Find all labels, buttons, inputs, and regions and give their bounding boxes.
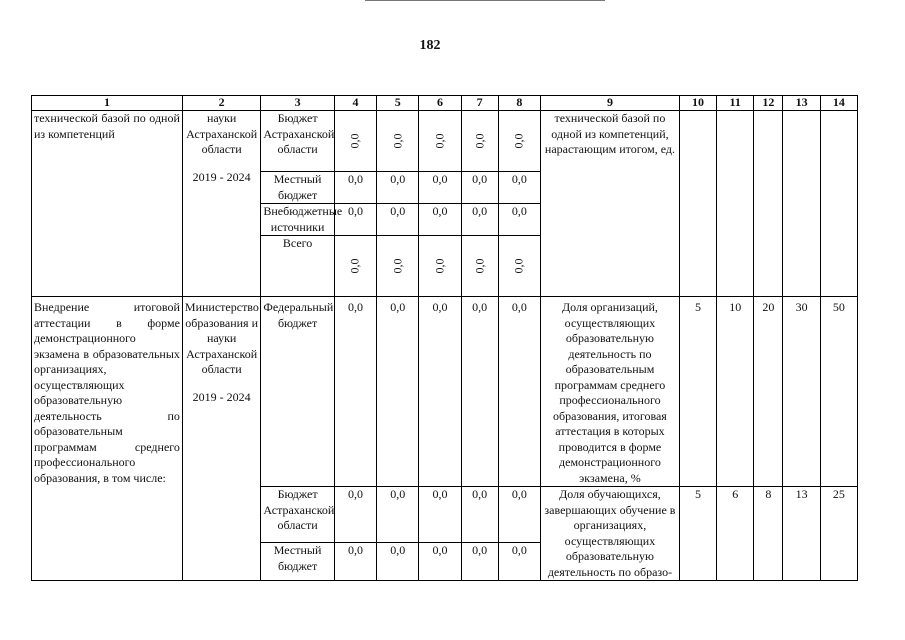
- activity-cell: технической базой по одной из компетенций: [32, 111, 183, 297]
- header-row: [32, 96, 858, 111]
- target-cell: 6: [717, 487, 754, 581]
- source-cell: Федеральный бюджет: [261, 297, 334, 487]
- value-cell: 0,0: [377, 111, 419, 172]
- target-cell: [679, 111, 716, 297]
- header-cell: 5: [377, 96, 419, 111]
- value-cell: 0,0: [461, 543, 498, 581]
- value-cell: 0,0: [461, 111, 498, 172]
- header-cell: 4: [334, 96, 376, 111]
- target-cell: [717, 111, 754, 297]
- value-cell: 0,0: [461, 236, 498, 297]
- value-cell: 0,0: [498, 172, 540, 204]
- value-cell: 0,0: [334, 543, 376, 581]
- value-cell: 0,0: [377, 172, 419, 204]
- top-rule: [365, 0, 605, 1]
- value-cell: 0,0: [419, 543, 461, 581]
- header-cell: 3: [261, 96, 334, 111]
- source-cell: Местный бюджет: [261, 172, 334, 204]
- header-cell: 11: [717, 96, 754, 111]
- value-cell: 0,0: [498, 236, 540, 297]
- executor-cell: [182, 297, 260, 581]
- header-cell: 1: [32, 96, 183, 111]
- value-cell: 0,0: [461, 297, 498, 487]
- executor-text: Министерство образования и науки Астраханской области: [184, 300, 259, 376]
- table-row: [32, 297, 858, 487]
- source-cell: Всего: [261, 236, 334, 297]
- header-cell: 2: [182, 96, 260, 111]
- executor-text: науки Астраханской области: [186, 111, 258, 156]
- value-cell: 0,0: [498, 111, 540, 172]
- activity-cell: Внедрение итоговой аттестации в форме демонстрационного экзамена в образовательных организациях, осуществляющих образовательную деятельность по образовательным программам среднего профессионального образования, в том числе:: [32, 297, 183, 581]
- header-cell: 12: [754, 96, 783, 111]
- target-cell: [754, 111, 783, 297]
- header-cell: 14: [820, 96, 857, 111]
- value-cell: 0,0: [498, 543, 540, 581]
- value-cell: 0,0: [419, 111, 461, 172]
- page-number: 182: [419, 38, 441, 53]
- header-cell: 6: [419, 96, 461, 111]
- header-cell: 7: [461, 96, 498, 111]
- target-cell: 20: [754, 297, 783, 487]
- target-cell: 5: [679, 487, 716, 581]
- target-cell: 50: [820, 297, 857, 487]
- source-cell: Местный бюджет: [261, 543, 334, 581]
- value-cell: 0,0: [334, 172, 376, 204]
- period-text: 2019 - 2024: [192, 169, 251, 184]
- value-cell: 0,0: [498, 297, 540, 487]
- period-text: 2019 - 2024: [192, 389, 251, 404]
- value-cell: 0,0: [461, 487, 498, 543]
- header-cell: 8: [498, 96, 540, 111]
- value-cell: 0,0: [461, 172, 498, 204]
- target-cell: 8: [754, 487, 783, 581]
- value-cell: 0,0: [377, 236, 419, 297]
- target-cell: 5: [679, 297, 716, 487]
- value-cell: 0,0: [334, 297, 376, 487]
- value-cell: 0,0: [419, 487, 461, 543]
- value-cell: 0,0: [461, 204, 498, 236]
- value-cell: 0,0: [334, 236, 376, 297]
- target-cell: 10: [717, 297, 754, 487]
- target-cell: [783, 111, 820, 297]
- value-cell: 0,0: [377, 487, 419, 543]
- value-cell: 0,0: [334, 487, 376, 543]
- value-cell: 0,0: [498, 487, 540, 543]
- value-cell: 0,0: [334, 204, 376, 236]
- program-table: [31, 95, 858, 581]
- value-cell: 0,0: [419, 297, 461, 487]
- executor-cell: [182, 111, 260, 297]
- value-cell: 0,0: [377, 297, 419, 487]
- target-cell: 25: [820, 487, 857, 581]
- target-cell: 30: [783, 297, 820, 487]
- value-cell: 0,0: [419, 172, 461, 204]
- value-cell: 0,0: [334, 111, 376, 172]
- value-cell: 0,0: [498, 204, 540, 236]
- value-cell: 0,0: [377, 204, 419, 236]
- source-cell: Бюджет Астраханской области: [261, 111, 334, 172]
- table-row: [32, 111, 858, 172]
- header-cell: 9: [541, 96, 680, 111]
- target-cell: 13: [783, 487, 820, 581]
- indicator-cell: Доля обучающихся, завершающих обучение в организациях, осуществляющих образовательную деятельность по образо-: [541, 487, 680, 581]
- target-cell: [820, 111, 857, 297]
- value-cell: 0,0: [377, 543, 419, 581]
- source-cell: Бюджет Астраханской области: [261, 487, 334, 543]
- indicator-cell: Доля организаций, осуществляющих образовательную деятельность по образовательным программам среднего профессионального образования, итоговая аттестация в которых проводится в форме демонстрационного экзамена, %: [541, 297, 680, 487]
- value-cell: 0,0: [419, 204, 461, 236]
- source-cell: Внебюджетные источники: [261, 204, 334, 236]
- header-cell: 10: [679, 96, 716, 111]
- value-cell: 0,0: [419, 236, 461, 297]
- indicator-cell: технической базой по одной из компетенций, нарастающим итогом, ед.: [541, 111, 680, 297]
- header-cell: 13: [783, 96, 820, 111]
